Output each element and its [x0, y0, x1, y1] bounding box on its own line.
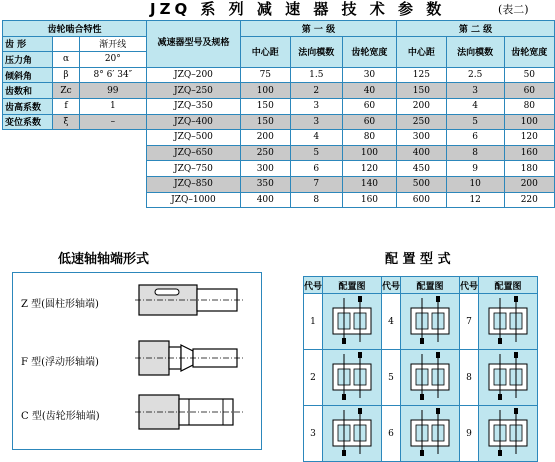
config-diagram-icon — [323, 350, 382, 406]
shaft-type-z-label: Z 型(圆柱形轴端) — [21, 299, 99, 310]
cell: 40 — [342, 83, 396, 99]
diagram-header: 配置图 — [401, 277, 460, 294]
model-cell: JZQ–200 — [146, 67, 240, 83]
col-gear-width-2: 齿轮宽度 — [504, 36, 554, 67]
config-row — [304, 294, 538, 350]
config-row — [304, 406, 538, 462]
config-diagram-icon — [401, 350, 460, 406]
cell: 160 — [342, 192, 396, 208]
shaft-types-panel — [12, 272, 262, 450]
config-diagram-icon — [401, 294, 460, 350]
config-code: 2 — [304, 350, 323, 406]
code-header: 代号 — [382, 277, 401, 294]
gear-label: 齿高系数 — [3, 98, 53, 114]
cell: 450 — [396, 161, 446, 177]
cell: 200 — [504, 176, 554, 192]
table-row — [3, 114, 555, 130]
col-gear-width-1: 齿轮宽度 — [342, 36, 396, 67]
cell: 220 — [504, 192, 554, 208]
gear-header: 齿轮啮合特性 — [3, 21, 147, 37]
page-title: JZQ 系 列 减 速 器 技 术 参 数 — [150, 0, 446, 18]
cell: 200 — [396, 98, 446, 114]
cell: 100 — [504, 114, 554, 130]
shaft-type-f-label: F 型(浮动形轴端) — [21, 357, 99, 368]
table-row — [3, 130, 555, 146]
cell: 7 — [290, 176, 342, 192]
cell: 100 — [240, 83, 290, 99]
gear-value: 20° — [79, 52, 146, 68]
col-normal-module-1: 法向模数 — [290, 36, 342, 67]
shaft-section-title: 低速轴轴端形式 — [58, 252, 150, 267]
cell: 180 — [504, 161, 554, 177]
cell: 80 — [504, 98, 554, 114]
model-cell: JZQ–1000 — [146, 192, 240, 208]
model-cell: JZQ–350 — [146, 98, 240, 114]
cell: 120 — [504, 130, 554, 146]
config-diagram-icon — [401, 406, 460, 462]
gear-symbol: f — [53, 98, 79, 114]
cell: 300 — [396, 130, 446, 146]
model-cell: JZQ–500 — [146, 130, 240, 146]
gear-label: 齿数和 — [3, 83, 53, 99]
model-header: 减速器型号及规格 — [146, 21, 240, 68]
gear-shaft-icon — [135, 391, 245, 433]
cell: 8 — [446, 145, 504, 161]
cell: 500 — [396, 176, 446, 192]
cell: 75 — [240, 67, 290, 83]
config-diagram-icon — [479, 294, 538, 350]
model-cell: JZQ–250 — [146, 83, 240, 99]
gear-symbol: ξ — [53, 114, 79, 130]
diagram-header: 配置图 — [479, 277, 538, 294]
cell: 150 — [240, 114, 290, 130]
col-center-distance-1: 中心距 — [240, 36, 290, 67]
config-code: 3 — [304, 406, 323, 462]
cell: 100 — [342, 145, 396, 161]
cell: 400 — [240, 192, 290, 208]
cylindrical-shaft-icon — [135, 279, 245, 321]
cell: 600 — [396, 192, 446, 208]
config-code: 8 — [460, 350, 479, 406]
cell: 6 — [446, 130, 504, 146]
config-table — [303, 276, 538, 462]
cell: 350 — [240, 176, 290, 192]
config-code: 6 — [382, 406, 401, 462]
cell: 6 — [290, 161, 342, 177]
table-row — [3, 67, 555, 83]
model-cell: JZQ–850 — [146, 176, 240, 192]
cell: 3 — [446, 83, 504, 99]
cell: 9 — [446, 161, 504, 177]
gear-symbol: α — [53, 52, 79, 68]
config-code: 1 — [304, 294, 323, 350]
cell: 5 — [446, 114, 504, 130]
model-cell: JZQ–400 — [146, 114, 240, 130]
code-header: 代号 — [460, 277, 479, 294]
cell: 400 — [396, 145, 446, 161]
cell: 3 — [290, 114, 342, 130]
col-center-distance-2: 中心距 — [396, 36, 446, 67]
shaft-type-c-label: C 型(齿轮形轴端) — [21, 411, 100, 422]
config-row — [304, 350, 538, 406]
gear-label: 倾斜角 — [3, 67, 53, 83]
cell: 300 — [240, 161, 290, 177]
gear-label: 压力角 — [3, 52, 53, 68]
gear-label: 变位系数 — [3, 114, 53, 130]
cell: 10 — [446, 176, 504, 192]
config-code: 5 — [382, 350, 401, 406]
cell: 150 — [396, 83, 446, 99]
table-row — [3, 98, 555, 114]
cell: 30 — [342, 67, 396, 83]
gear-value: 1 — [79, 98, 146, 114]
stage1-header: 第 一 级 — [240, 21, 396, 37]
cell: 150 — [240, 98, 290, 114]
gear-value: 99 — [79, 83, 146, 99]
gear-value: 渐开线 — [79, 36, 146, 52]
cell: 80 — [342, 130, 396, 146]
config-diagram-icon — [323, 406, 382, 462]
cell: 250 — [396, 114, 446, 130]
stage2-header: 第 二 级 — [396, 21, 554, 37]
cell: 140 — [342, 176, 396, 192]
cell: 120 — [342, 161, 396, 177]
cell: 200 — [240, 130, 290, 146]
cell: 60 — [342, 114, 396, 130]
table-number: (表二) — [498, 3, 529, 16]
cell: 3 — [290, 98, 342, 114]
code-header: 代号 — [304, 277, 323, 294]
cell: 4 — [290, 130, 342, 146]
parameters-table — [2, 20, 555, 208]
gear-symbol — [53, 36, 79, 52]
table-row — [3, 83, 555, 99]
cell: 12 — [446, 192, 504, 208]
col-normal-module-2: 法向模数 — [446, 36, 504, 67]
config-diagram-icon — [323, 294, 382, 350]
config-diagram-icon — [479, 350, 538, 406]
cell: 250 — [240, 145, 290, 161]
cell: 1.5 — [290, 67, 342, 83]
gear-symbol: β — [53, 67, 79, 83]
config-code: 4 — [382, 294, 401, 350]
cell: 160 — [504, 145, 554, 161]
cell: 125 — [396, 67, 446, 83]
gear-label: 齿 形 — [3, 36, 53, 52]
config-code: 9 — [460, 406, 479, 462]
cell: 5 — [290, 145, 342, 161]
floating-shaft-icon — [135, 337, 245, 379]
config-code: 7 — [460, 294, 479, 350]
cell: 8 — [290, 192, 342, 208]
gear-value: – — [79, 114, 146, 130]
cell: 50 — [504, 67, 554, 83]
config-diagram-icon — [479, 406, 538, 462]
cell: 60 — [504, 83, 554, 99]
model-cell: JZQ–750 — [146, 161, 240, 177]
cell: 2 — [290, 83, 342, 99]
cell: 60 — [342, 98, 396, 114]
gear-value: 8° 6′ 34″ — [79, 67, 146, 83]
diagram-header: 配置图 — [323, 277, 382, 294]
cell: 4 — [446, 98, 504, 114]
cell: 2.5 — [446, 67, 504, 83]
gear-symbol: Zc — [53, 83, 79, 99]
config-section-title: 配 置 型 式 — [385, 252, 451, 267]
model-cell: JZQ–650 — [146, 145, 240, 161]
